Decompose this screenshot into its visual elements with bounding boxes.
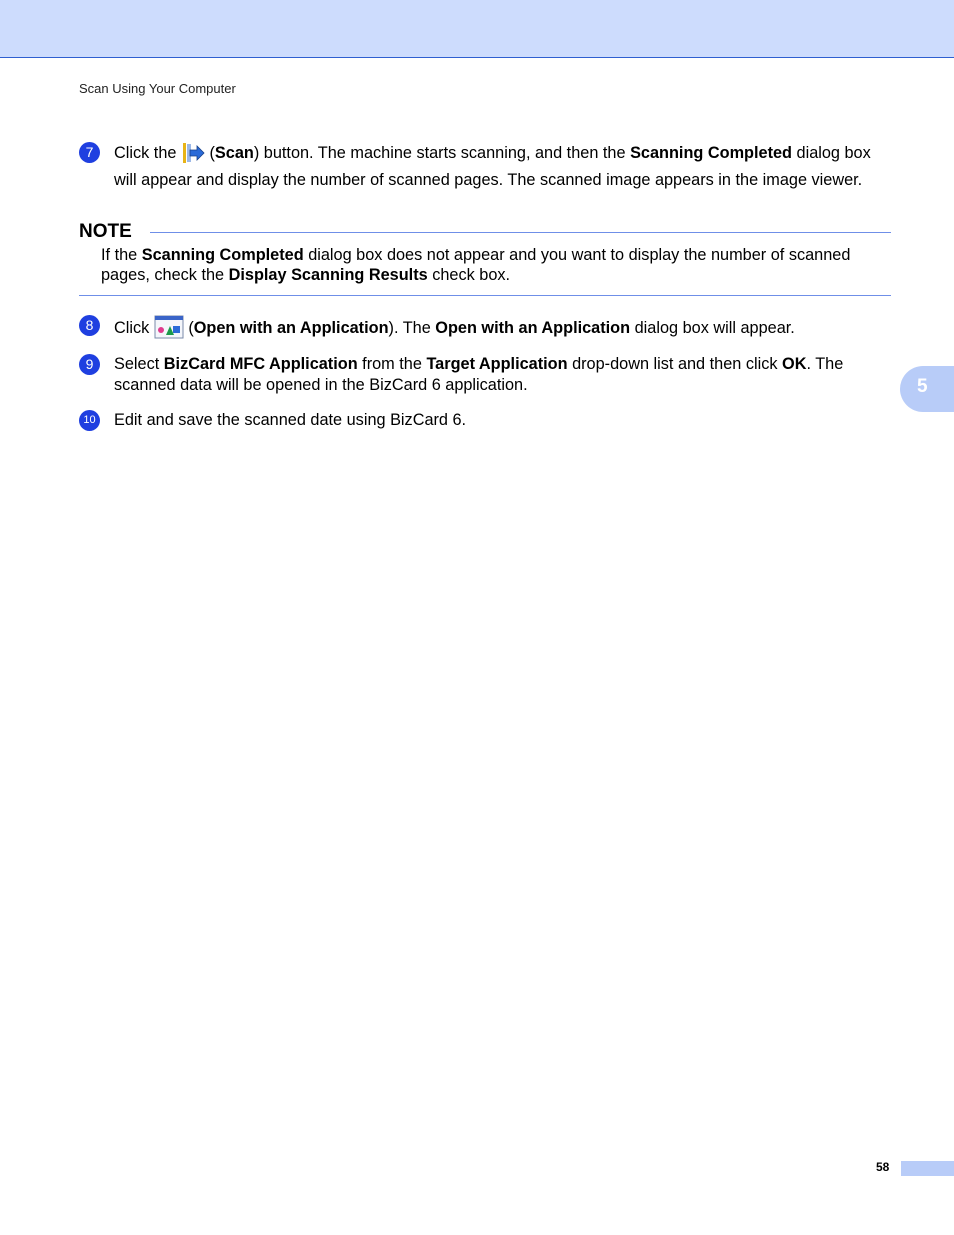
page-number-tab <box>901 1161 954 1176</box>
chapter-number: 5 <box>917 376 928 397</box>
step-text: Click (Open with an Application). The Open with an Application dialog box will appear. <box>114 315 891 345</box>
step-9 <box>79 354 891 396</box>
note-title: NOTE <box>79 221 150 243</box>
step-text: Select BizCard MFC Application from the Target Application drop-down list and then click OK. The scanned data will be opened in the BizCard 6 application. <box>114 355 844 394</box>
step-number: 9 <box>79 354 100 375</box>
note-text: If the Scanning Completed dialog box does not appear and you want to display the number of scanned pages, check the Display Scanning Results check box. <box>101 246 851 284</box>
step-text: Click the (Scan) button. The machine starts scanning, and then the Scanning Completed dialog box will appear and display the number of scanned pages. The scanned image appears in the image viewer. <box>114 144 871 189</box>
page-number: 58 <box>876 1160 890 1174</box>
step-number: 8 <box>79 315 100 336</box>
open-with-application-icon <box>154 315 184 345</box>
scan-arrow-icon <box>181 142 205 170</box>
top-header-band <box>0 0 954 58</box>
running-head: Scan Using Your Computer <box>79 81 236 96</box>
chapter-tab <box>900 366 954 412</box>
step-number: 10 <box>79 410 100 431</box>
step-text: Edit and save the scanned date using BizCard 6. <box>114 411 467 429</box>
step-8 <box>79 315 891 345</box>
note-bottom-rule <box>79 295 891 296</box>
step-7 <box>79 142 891 191</box>
step-number: 7 <box>79 142 100 163</box>
note-box <box>79 219 891 296</box>
note-divider <box>79 232 891 233</box>
step-10 <box>79 410 891 431</box>
